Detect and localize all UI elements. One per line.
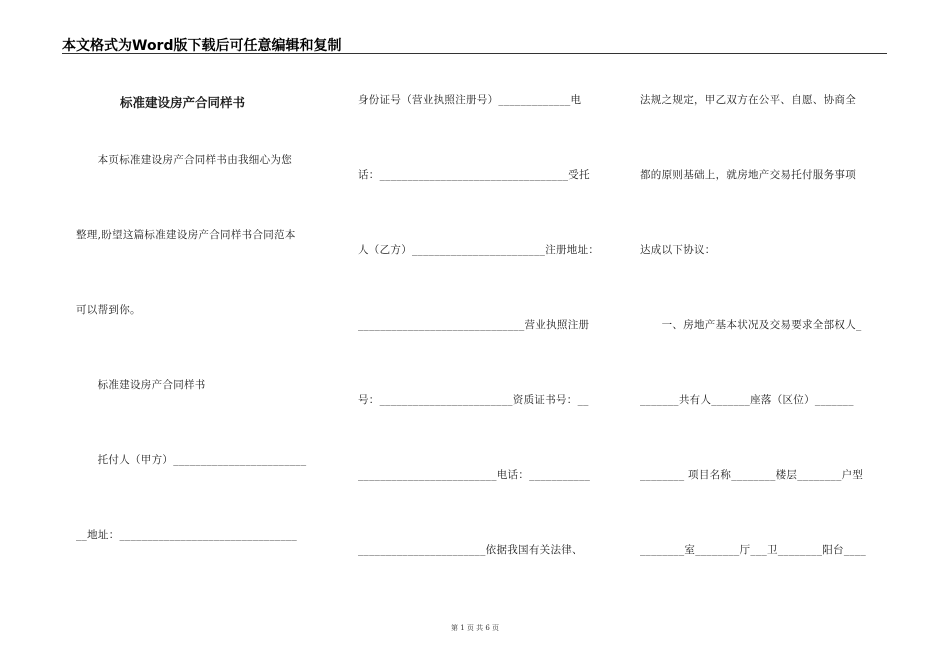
download-banner: 本文格式为Word版下载后可任意编辑和复制 (62, 38, 342, 54)
text-line: 都的原则基础上，就房地产交易托付服务事项 (640, 169, 856, 181)
text-line: __地址：________________________________ (76, 529, 298, 541)
text-line: _______共有人_______座落（区位）_______ (640, 394, 854, 406)
text-line: 整理,盼望这篇标准建设房产合同样书合同范本 (76, 229, 296, 241)
text-line: 话：__________________________________受托 (358, 169, 590, 181)
document-title: 标准建设房产合同样书 (120, 95, 246, 110)
header-rule (62, 53, 887, 54)
text-line: ________室________厅___卫________阳台____ (640, 544, 867, 556)
text-line: 本页标准建设房产合同样书由我细心为您 (76, 154, 292, 166)
text-line: _______________________依据我国有关法律、 (358, 544, 583, 556)
text-line: 法规之规定，甲乙双方在公平、自愿、协商全 (640, 94, 856, 106)
text-line: ______________________________营业执照注册 (358, 319, 590, 331)
text-line: 标准建设房产合同样书 (76, 379, 206, 391)
text-line: 人（乙方）________________________注册地址： (358, 244, 600, 256)
text-line: 号：________________________资质证书号：__ (358, 394, 589, 406)
text-line: 托付人（甲方）________________________ (76, 454, 307, 466)
text-line: 身份证号（营业执照注册号）_____________电 (358, 94, 582, 106)
text-line: 可以帮到你。 (76, 304, 141, 316)
text-line: _________________________电话：___________ (358, 469, 591, 481)
text-line: 一、房地产基本状况及交易要求全部权人_ (640, 319, 862, 331)
text-line: ________ 项目名称________楼层________户型 (640, 469, 864, 481)
page-indicator: 第 1 页 共 6 页 (450, 624, 500, 632)
text-line: 达成以下协议： (640, 244, 716, 256)
